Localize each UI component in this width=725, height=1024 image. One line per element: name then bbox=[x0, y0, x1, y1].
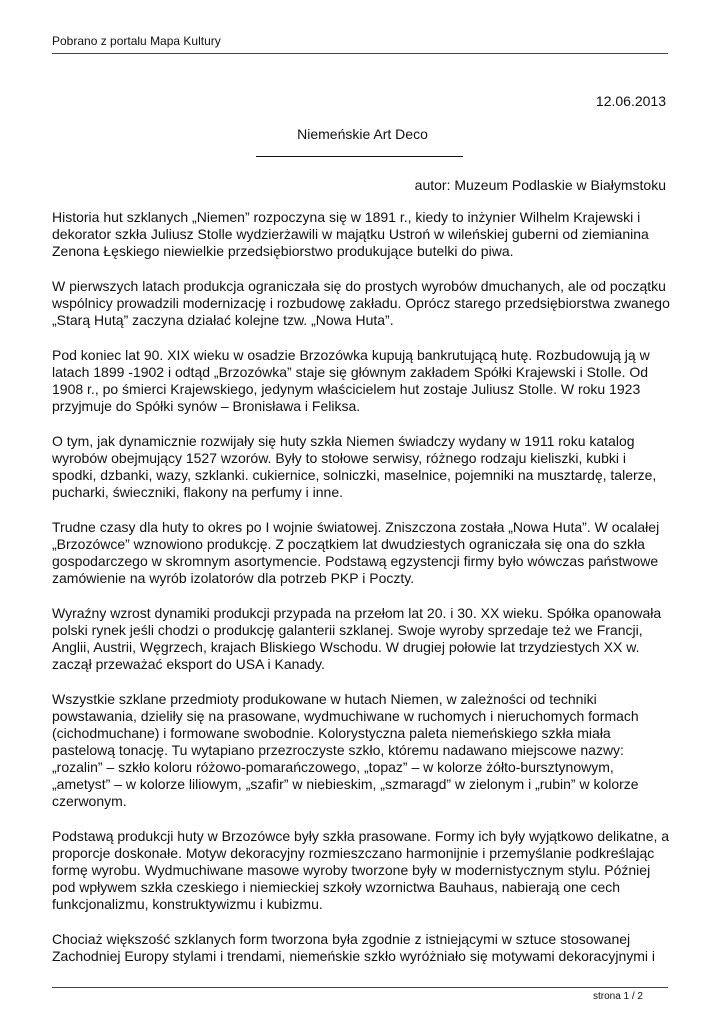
paragraph-4: O tym, jak dynamicznie rozwijały się huty szkła Niemen świadczy wydany w 1911 roku katalog wyrobów obejmujący 1527 wzorów. Były to stołowe serwisy, różnego rodzaju kieliszki, kubki i spodki, dzbanki, wazy, szklanki. cukiernice, solniczki, maselnice, pojemniki na musztardę, talerze, pucharki, świeczniki, flakony na perfumy i inne. bbox=[52, 433, 657, 500]
paragraph-3: Pod koniec lat 90. XIX wieku w osadzie Brzozówka kupują bankrutującą hutę. Rozbudowują ją w latach 1899 -1902 i odtąd „Brzozówka” staje się głównym zakładem Spółki Krajewski i Stolle. Od 1908 r., po śmierci Krajewskiego, jedynym właścicielem hut zostaje Juliusz Stolle. W roku 1923 przyjmuje do Spółki synów – Bronisława i Feliksa. bbox=[52, 347, 650, 414]
title-underline bbox=[256, 156, 463, 157]
header-divider bbox=[52, 53, 668, 54]
paragraph-2: W pierwszych latach produkcja ograniczała się do prostych wyrobów dmuchanych, ale od początku wspólnicy prowadzili modernizację i rozbudowę zakładu. Oprócz starego przedsiębiorstwa zwanego „Starą Hutą” zaczyna działać kolejne tzw. „Nowa Huta”. bbox=[52, 278, 670, 328]
document-date: 12.06.2013 bbox=[595, 93, 666, 109]
paragraph-9: Chociaż większość szklanych form tworzona była zgodnie z istniejącymi w sztuce stosowanej Zachodniej Europy stylami i trendami, niemeńskie szkło wyróżniało się motywami dekoracyjnymi i bbox=[52, 931, 655, 964]
paragraph-6: Wyraźny wzrost dynamiki produkcji przypada na przełom lat 20. i 30. XX wieku. Spółka opanowała polski rynek jeśli chodzi o produkcję galanterii szklanej. Swoje wyroby sprzedaje też we Francji, Anglii, Austrii, Węgrzech, krajach Bliskiego Wschodu. W drugiej połowie lat trzydziestych XX w. zaczął przeważać eksport do USA i Kanady. bbox=[52, 605, 662, 672]
paragraph-7: Wszystkie szklane przedmioty produkowane w hutach Niemen, w zależności od techniki powstawania, dzieliły się na prasowane, wydmuchiwane w ruchomych i nieruchomych formach (cichodmuchane) i formowane swobodnie. Kolorystyczna paleta niemeńskiego szkła miała pastelową tonację. Tu wytapiano przezroczyste szkło, któremu nadawano miejscowe nazwy: „rozalin” – szkło koloru różowo-pomarańczowego, „topaz” – w kolorze żółto-bursztynowym, „ametyst” – w kolorze liliowym, „szafir” w niebieskim, „szmaragd” w zielonym i „rubin” w kolorze czerwonym. bbox=[52, 691, 639, 809]
paragraph-1: Historia hut szklanych „Niemen” rozpoczyna się w 1891 r., kiedy to inżynier Wilhelm Krajewski i dekorator szkła Juliusz Stolle wydzierżawili w majątku Ustroń w wileńskiej guberni od ziemianina Zenona Łęskiego niewielkie przedsiębiorstwo produkujące butelki do piwa. bbox=[52, 209, 649, 259]
document-title: Niemeńskie Art Deco bbox=[297, 126, 428, 142]
paragraph-5: Trudne czasy dla huty to okres po I wojnie światowej. Zniszczona została „Nowa Huta”. W ocalałej „Brzozówce” wznowiono produkcję. Z początkiem lat dwudziestych ograniczała się ona do szkła gospodarczego w skromnym asortymencie. Podstawą egzystencji firmy było wówczas państwowe zamówienie na wyrób izolatorów dla potrzeb PKP i Poczty. bbox=[52, 519, 660, 586]
paragraph-8: Podstawą produkcji huty w Brzozówce były szkła prasowane. Formy ich były wyjątkowo delikatne, a proporcje doskonałe. Motyw dekoracyjny rozmieszczano harmonijnie i przemyślanie podkreślając formę wyrobu. Wydmuchiwane masowe wyroby tworzone były w modernistycznym stylu. Później pod wpływem szkła czeskiego i niemieckiej szkoły wzornictwa Bauhaus, nabierają one cech funkcjonalizmu, konstruktywizmu i kubizmu. bbox=[52, 828, 670, 912]
page-number: strona 1 / 2 bbox=[592, 991, 643, 1002]
page-header-source: Pobrano z portalu Mapa Kultury bbox=[52, 34, 221, 48]
document-author: autor: Muzeum Podlaskie w Białymstoku bbox=[414, 177, 666, 193]
footer-divider bbox=[52, 987, 668, 988]
document-body bbox=[52, 209, 674, 983]
